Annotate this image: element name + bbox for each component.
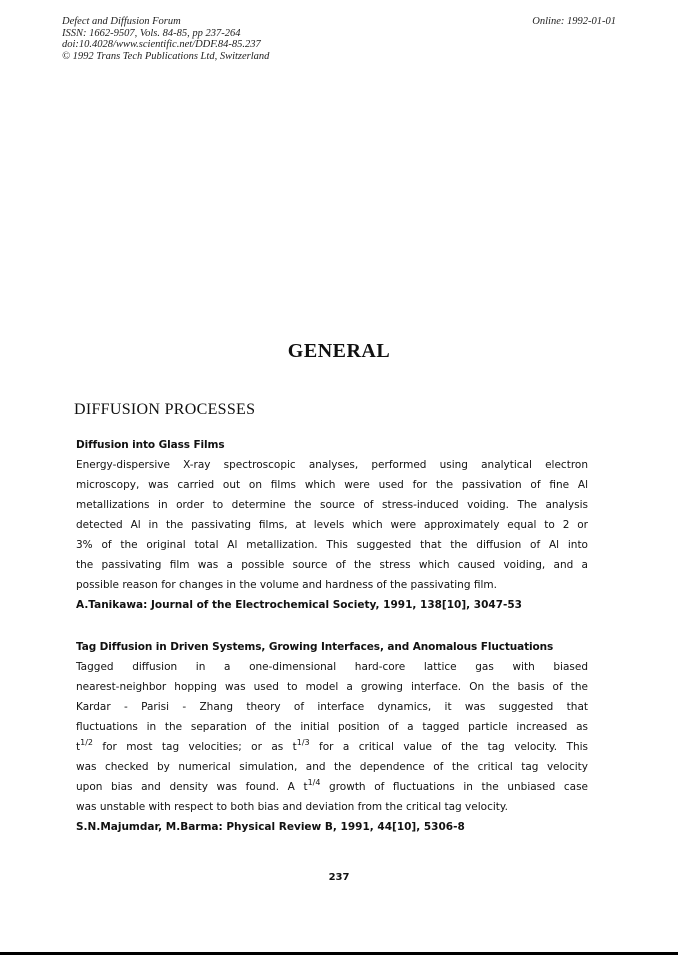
- page-number: 237: [328, 872, 350, 883]
- body-line: Kardar - Parisi - Zhang theory of interface dynamics, it was suggested that: [76, 701, 588, 713]
- body-line: possible reason for changes in the volume and hardness of the passivating film.: [76, 579, 497, 591]
- body-line: was checked by numerical simulation, and the dependence of the critical tag velocity: [76, 761, 588, 773]
- body-line: fluctuations in the separation of the initial position of a tagged particle increased as: [76, 721, 588, 733]
- issn-line: ISSN: 1662-9507, Vols. 84-85, pp 237-264: [62, 27, 241, 39]
- article-title: Diffusion into Glass Films: [76, 439, 225, 451]
- body-line: detected Al in the passivating films, at levels which were approximately equal to 2 or: [76, 519, 588, 531]
- exponent: 1/3: [296, 737, 310, 747]
- body-line: was unstable with respect to both bias and deviation from the critical tag velocity.: [76, 801, 508, 813]
- body-line: metallizations in order to determine the source of stress-induced voiding. The analysis: [76, 499, 588, 511]
- article-title: Tag Diffusion in Driven Systems, Growing Interfaces, and Anomalous Fluctuations: [76, 641, 554, 653]
- article-tag-diffusion: [76, 637, 588, 837]
- text-run: upon bias and density was found. A t: [76, 781, 308, 793]
- exponent: 1/4: [307, 777, 321, 787]
- body-line: Tagged diffusion in a one-dimensional hard-core lattice gas with biased: [76, 661, 588, 673]
- copyright-line: © 1992 Trans Tech Publications Ltd, Switzerland: [62, 50, 270, 62]
- online-date: Online: 1992-01-01: [532, 16, 616, 27]
- footer-rule: [0, 952, 678, 955]
- subsection-title: DIFFUSION PROCESSES: [74, 401, 256, 418]
- article-citation: A.Tanikawa: Journal of the Electrochemical Society, 1991, 138[10], 3047-53: [76, 599, 522, 611]
- article-diffusion-glass-films: [76, 435, 588, 615]
- body-line-with-exponent: [76, 777, 588, 797]
- body-line: 3% of the original total Al metallization. This suggested that the diffusion of Al into: [76, 539, 588, 551]
- doi-line[interactable]: doi:10.4028/www.scientific.net/DDF.84-85.237: [62, 39, 261, 50]
- text-run: for a critical value of the tag velocity. This: [309, 741, 588, 753]
- journal-header: [62, 16, 269, 62]
- body-line-with-exponents: [76, 737, 588, 757]
- journal-name: Defect and Diffusion Forum: [62, 16, 181, 27]
- section-title: GENERAL: [287, 340, 391, 362]
- exponent: 1/2: [80, 737, 93, 747]
- symbol-t: t: [76, 741, 81, 753]
- text-run: for most tag velocities; or as t: [93, 741, 297, 753]
- body-line: microscopy, was carried out on films which were used for the passivation of fine Al: [76, 479, 588, 491]
- article-citation: S.N.Majumdar, M.Barma: Physical Review B, 1991, 44[10], 5306-8: [76, 821, 465, 833]
- body-line: the passivating film was a possible source of the stress which caused voiding, and a: [76, 559, 588, 571]
- text-run: growth of fluctuations in the unbiased case: [320, 781, 589, 793]
- body-line: nearest-neighbor hopping was used to model a growing interface. On the basis of the: [76, 681, 588, 693]
- body-line: Energy-dispersive X-ray spectroscopic analyses, performed using analytical electron: [76, 459, 588, 471]
